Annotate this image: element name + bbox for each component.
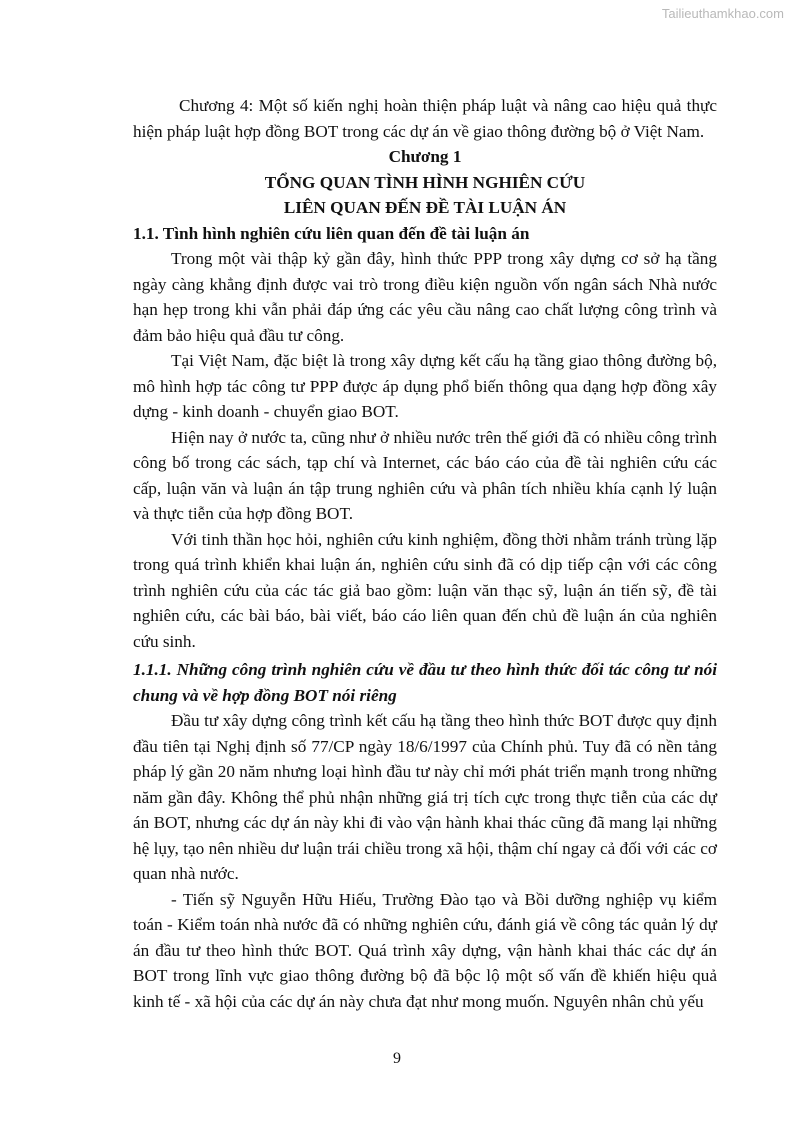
chapter-heading-line-2: LIÊN QUAN ĐẾN ĐỀ TÀI LUẬN ÁN — [283, 198, 567, 217]
paragraph-nguyen-huu-hieu: - Tiến sỹ Nguyễn Hữu Hiếu, Trường Đào tạo và Bồi dưỡng nghiệp vụ kiểm toán - Kiểm toán nhà nước đã có những nghiên cứu, đánh giá về công tác quản lý dự án đầu tư theo hình thức BOT. Quá trình xây dựng, vận hành khai thác các dự án BOT trong lĩnh vực giao thông đường bộ đã bộc lộ một số vấn đề khiến hiệu quả kinh tế - xã hội của các dự án này chưa đạt như mong muốn. Nguyên nhân chủ yếu — [133, 889, 717, 1011]
page-body — [133, 93, 717, 1014]
section-heading-1-1-1: 1.1.1. Những công trình nghiên cứu về đầu tư theo hình thức đối tác công tư nói chung và về hợp đồng BOT nói riêng — [133, 660, 717, 705]
paragraph-ppp-role: Trong một vài thập kỷ gần đây, hình thức PPP trong xây dựng cơ sở hạ tầng ngày càng khẳng định được vai trò trong điều kiện nguồn vốn ngân sách Nhà nước hạn hẹp trong khi vẫn phải đáp ứng các yêu cầu nâng cao chất lượng công trình và đảm bảo hiệu quả đầu tư công. — [133, 249, 717, 345]
paragraph-published-works: Hiện nay ở nước ta, cũng như ở nhiều nước trên thế giới đã có nhiều công trình công bố trong các sách, tạp chí và Internet, các báo cáo của đề tài nghiên cứu các cấp, luận văn và luận án tập trung nghiên cứu và phân tích nhiều khía cạnh lý luận và thực tiễn của hợp đồng BOT. — [133, 427, 717, 523]
section-heading-1-1: 1.1. Tình hình nghiên cứu liên quan đến đề tài luận án — [133, 223, 530, 243]
chapter-4-summary: Chương 4: Một số kiến nghị hoàn thiện pháp luật và nâng cao hiệu quả thực hiện pháp luật hợp đồng BOT trong các dự án về giao thông đường bộ ở Việt Nam. — [133, 96, 717, 141]
paragraph-bot-legal-basis: Đầu tư xây dựng công trình kết cấu hạ tầng theo hình thức BOT được quy định đầu tiên tại Nghị định số 77/CP ngày 18/6/1997 của Chính phủ. Tuy đã có nền tảng pháp lý gần 20 năm nhưng loại hình đầu tư này chỉ mới phát triển mạnh trong những năm gần đây. Không thể phủ nhận những giá trị tích cực trong thực tiễn của các dự án BOT, nhưng các dự án này khi đi vào vận hành khai thác cũng đã mang lại những hệ lụy, tạo nên nhiều dư luận trái chiều trong xã hội, thậm chí ngay cả đối với các cơ quan nhà nước. — [133, 711, 717, 883]
watermark-text: Tailieuthamkhao.com — [661, 6, 784, 21]
chapter-heading-line-1: TỔNG QUAN TÌNH HÌNH NGHIÊN CỨU — [264, 172, 586, 192]
chapter-title: Chương 1 — [388, 147, 462, 166]
paragraph-vietnam-bot: Tại Việt Nam, đặc biệt là trong xây dựng kết cấu hạ tầng giao thông đường bộ, mô hình hợp tác công tư PPP được áp dụng phổ biến thông qua dạng hợp đồng xây dựng - kinh doanh - chuyển giao BOT. — [133, 351, 717, 421]
paragraph-research-approach: Với tinh thần học hỏi, nghiên cứu kinh nghiệm, đồng thời nhằm tránh trùng lặp trong quá trình khiển khai luận án, nghiên cứu sinh đã có dịp tiếp cận với các công trình nghiên cứu của các tác giả bao gồm: luận văn thạc sỹ, luận án tiến sỹ, đề tài nghiên cứu, các bài báo, bài viết, báo cáo liên quan đến chủ đề luận án của nghiên cứu sinh. — [133, 529, 717, 651]
page-number: 9 — [393, 1050, 401, 1067]
